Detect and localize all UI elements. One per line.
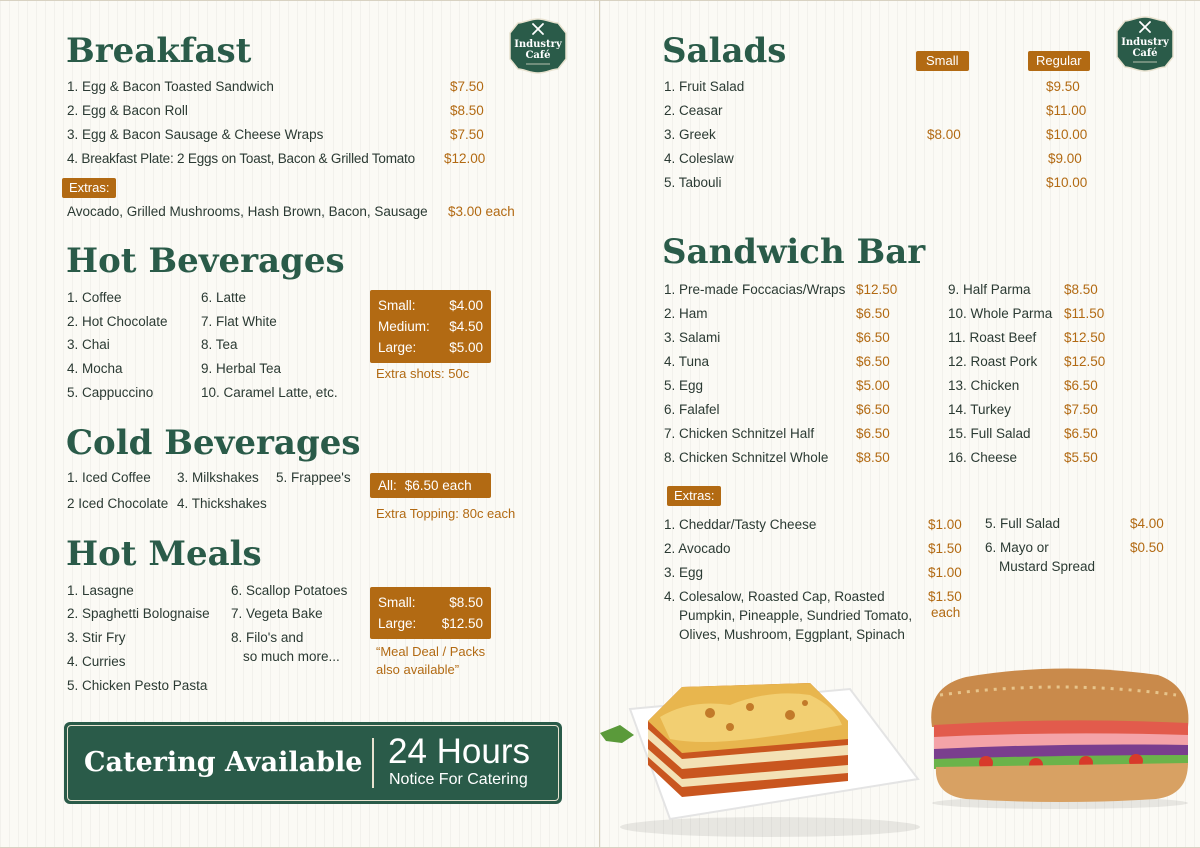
hot-beverages-heading: Hot Beverages [66,241,345,281]
logo-line1: Industry [1121,37,1169,48]
extras-tag: Extras: [62,178,116,198]
menu-item: 5. Tabouli [664,175,722,190]
menu-item: 4. Curries [67,654,126,669]
extra-price: $4.00 [1130,516,1164,531]
menu-item: 9. Herbal Tea [201,361,282,376]
extra-price: $1.50 [928,541,962,556]
hot-beverages-price-box [370,290,491,363]
extras-price: $3.00 each [448,204,515,219]
extra-item-line: Olives, Mushroom, Eggplant, Spinach [679,627,905,642]
menu-price: $6.50 [1064,426,1098,441]
menu-price: $6.50 [856,426,890,441]
menu-item: 7. Chicken Schnitzel Half [664,426,815,441]
menu-price: $7.50 [1064,402,1098,417]
catering-divider [372,738,374,788]
breakfast-heading: Breakfast [66,31,252,71]
logo-badge [508,17,568,75]
menu-price: $6.50 [856,330,890,345]
hot-meals-heading: Hot Meals [66,534,262,574]
menu-price: $12.50 [1064,330,1106,345]
extra-price: $1.50 [928,589,962,604]
menu-item: 16. Cheese [948,450,1018,465]
catering-banner [64,722,562,804]
extra-item-line: Mustard Spread [999,559,1096,574]
menu-item: 8. Tea [201,337,238,352]
size-price: $12.50 [441,616,483,631]
menu-item: 4. Coleslaw [664,151,734,166]
menu-price: $6.50 [856,306,890,321]
logo-line2: Café [525,50,551,61]
extra-item: 6. Mayo or [985,540,1049,555]
menu-price: $8.50 [1064,282,1098,297]
menu-item: 3. Salami [664,330,721,345]
menu-item: 4. Thickshakes [177,496,267,511]
menu-item: 11. Roast Beef [948,330,1037,345]
menu-item: 3. Chai [67,337,110,352]
menu-item: 1. Pre-made Foccacias/Wraps [664,282,846,297]
all-price: $6.50 each [404,478,472,493]
menu-item: 2. Ceasar [664,103,723,118]
menu-item: 3. Stir Fry [67,630,126,645]
salads-heading: Salads [662,31,787,71]
menu-price: $7.50 [450,127,484,142]
menu-item: 10. Whole Parma [948,306,1053,321]
size-label: Medium: [378,319,430,334]
menu-price: $8.50 [450,103,484,118]
right-page [600,0,1200,848]
menu-item: 8. Chicken Schnitzel Whole [664,450,829,465]
menu-item: 3. Greek [664,127,716,142]
regular-price: $10.00 [1046,175,1088,190]
menu-price: $12.50 [1064,354,1106,369]
menu-item: 6. Latte [201,290,247,305]
logo-line1: Industry [514,39,562,50]
menu-item: 15. Full Salad [948,426,1031,441]
regular-price: $9.00 [1048,151,1082,166]
cold-beverages-heading: Cold Beverages [66,423,361,463]
extra-price: $1.00 [928,517,962,532]
cold-beverages-price-box [370,473,491,498]
meal-deal-note [376,643,485,678]
menu-price: $5.50 [1064,450,1098,465]
menu-price: $6.50 [856,354,890,369]
hot-meals-price-box [370,587,491,639]
menu-item: 3. Egg & Bacon Sausage & Cheese Wraps [67,127,324,142]
catering-notice: Notice For Catering [389,771,528,788]
meal-deal-line1: “Meal Deal / Packs [376,644,486,659]
menu-item: 4. Breakfast Plate: 2 Eggs on Toast, Bacon & Grilled Tomato [67,151,415,166]
menu-price: $7.50 [450,79,484,94]
extra-item: 4. Colesalow, Roasted Cap, Roasted [664,589,885,604]
extra-shots-note: Extra shots: 50c [376,366,470,381]
size-label: Large: [378,616,417,631]
extra-price-note: each [931,605,961,620]
menu-item: 1. Lasagne [67,583,134,598]
menu-item: 5. Chicken Pesto Pasta [67,678,208,693]
size-price: $5.00 [449,340,483,355]
menu-price: $11.50 [1064,306,1105,321]
menu-item: 4. Tuna [664,354,710,369]
extra-item-line: Pumpkin, Pineapple, Sundried Tomato, [679,608,913,623]
menu-price: $6.50 [856,402,890,417]
sandwich-extras-tag: Extras: [667,486,721,506]
menu-item: 14. Turkey [948,402,1012,417]
regular-price: $11.00 [1046,103,1087,118]
size-label: Large: [378,340,417,355]
menu-item: 6. Scallop Potatoes [231,583,348,598]
size-label: Small: [378,595,416,610]
menu-item: 12. Roast Pork [948,354,1038,369]
extra-price: $0.50 [1130,540,1164,555]
extras-text: Avocado, Grilled Mushrooms, Hash Brown, Bacon, Sausage [67,204,428,219]
size-price: $4.00 [449,298,483,313]
menu-price: $12.50 [856,282,898,297]
catering-label: Catering Available [84,747,363,778]
small-price: $8.00 [927,127,961,142]
menu-price: $8.50 [856,450,890,465]
menu-item: so much more... [243,649,340,664]
menu-item: 13. Chicken [948,378,1020,393]
small-size-tag: Small [916,51,969,71]
menu-item: 2. Spaghetti Bolognaise [67,606,210,621]
menu-item: 6. Falafel [664,402,720,417]
menu-item: 2. Hot Chocolate [67,314,168,329]
menu-item: 1. Coffee [67,290,122,305]
menu-item: 2. Ham [664,306,708,321]
size-price: $4.50 [449,319,483,334]
menu-item: 10. Caramel Latte, etc. [201,385,338,400]
menu-price: $12.00 [444,151,486,166]
menu-item: 8. Filo's and [231,630,304,645]
extra-item: 1. Cheddar/Tasty Cheese [664,517,817,532]
menu-item: 7. Vegeta Bake [231,606,323,621]
menu-item: 1. Fruit Salad [664,79,745,94]
regular-size-tag: Regular [1028,51,1090,71]
logo-line2: Café [1132,48,1158,59]
menu-price: $6.50 [1064,378,1098,393]
sub-sandwich-image [926,665,1194,809]
menu-item: 7. Flat White [201,314,277,329]
menu-item: 5. Egg [664,378,704,393]
catering-hours: 24 Hours [388,732,531,771]
menu-item: 9. Half Parma [948,282,1031,297]
extra-item: 5. Full Salad [985,516,1061,531]
menu-item: 1. Egg & Bacon Toasted Sandwich [67,79,274,94]
menu-item: 5. Cappuccino [67,385,154,400]
menu-item: 1. Iced Coffee [67,470,151,485]
industry-cafe-logo [1115,15,1175,73]
extra-topping-note: Extra Topping: 80c each [376,506,516,521]
all-label: All: [378,478,397,493]
lasagne-image [600,669,930,839]
size-label: Small: [378,298,416,313]
regular-price: $10.00 [1046,127,1088,142]
regular-price: $9.50 [1046,79,1080,94]
menu-item: 2 Iced Chocolate [67,496,169,511]
industry-cafe-logo [508,17,568,75]
extra-item: 3. Egg [664,565,704,580]
size-price: $8.50 [449,595,483,610]
menu-item: 2. Egg & Bacon Roll [67,103,188,118]
menu-item: 3. Milkshakes [177,470,259,485]
extra-item: 2. Avocado [664,541,731,556]
menu-item: 4. Mocha [67,361,123,376]
extra-price: $1.00 [928,565,962,580]
meal-deal-line2: also available” [376,661,460,677]
menu-price: $5.00 [856,378,890,393]
sandwich-bar-heading: Sandwich Bar [662,232,926,272]
menu-item: 5. Frappee's [276,470,351,485]
logo-badge [1115,15,1175,73]
